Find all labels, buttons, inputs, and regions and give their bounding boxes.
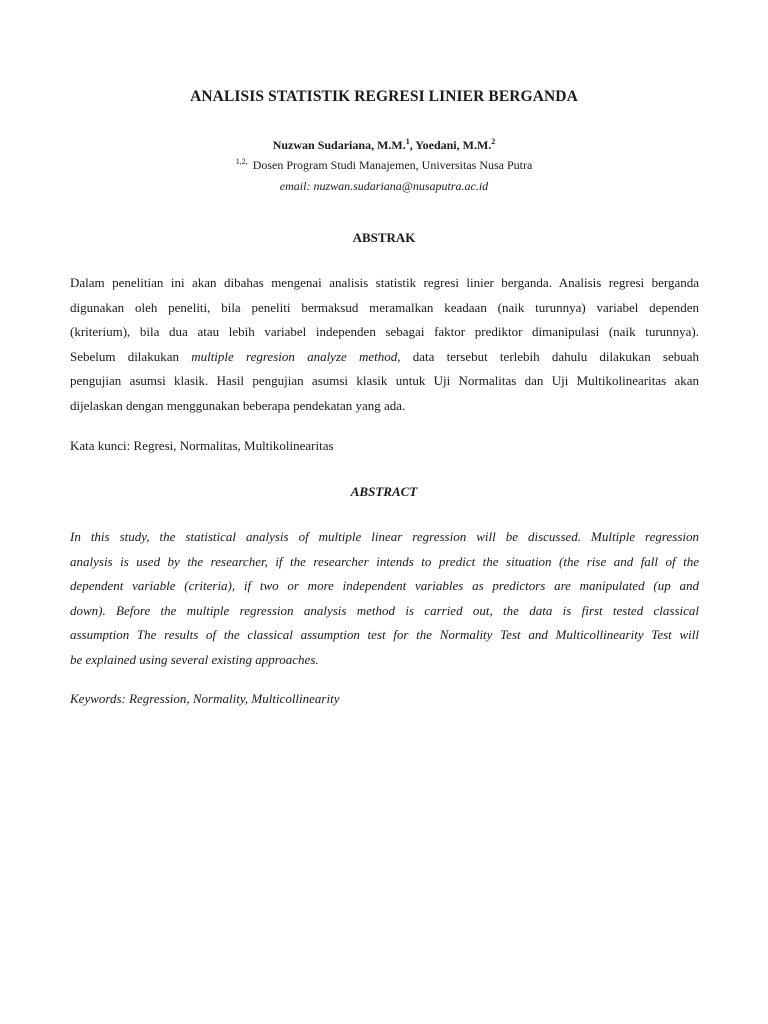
abstract-paragraph [70,525,699,672]
affiliation-line [0,158,768,173]
affiliation-text: Dosen Program Studi Manajemen, Universitas Nusa Putra [252,158,533,172]
author-line [0,138,768,153]
kata-kunci: Kata kunci: Regresi, Normalitas, Multikolinearitas [70,438,334,453]
abstrak-line: Dalam penelitian ini akan dibahas mengenai analisis statistik regresi linier berganda. Analisis regresi berganda [70,275,699,290]
abstrak-line: digunakan oleh peneliti, bila peneliti bermaksud meramalkan keadaan (naik turunnya) variabel dependen [70,299,699,315]
abstrak-line: dijelaskan dengan menggunakan beberapa pendekatan yang ada. [70,397,406,413]
affiliation-mark: 1,2, [235,157,248,166]
keywords: Keywords: Regression, Normality, Multicollinearity [70,691,340,706]
author-2-affiliation-mark: 2 [491,137,496,146]
abstrak-line [70,345,699,370]
abstract-heading: ABSTRACT [350,484,418,499]
abstract-line: In this study, the statistical analysis of multiple linear regression will be discussed. Multiple regression [70,529,699,544]
abstrak-paragraph [70,271,699,418]
abstrak-italic-term: multiple regresion analyze method [191,348,398,364]
abstrak-line: (kriterium), bila dua atau lebih variabel independen sebagai faktor prediktor dimanipulasi (naik turunnya). [70,324,699,339]
author-separator: , [409,138,416,152]
abstract-line: analysis is used by the researcher, if the researcher intends to predict the situation (the rise and fall of the [70,553,699,569]
abstract-line: be explained using several existing approaches. [70,651,319,667]
abstract-line: dependent variable (criteria), if two or more independent variables as predictors are manipulated (up and [70,578,699,593]
author-2-name: Yoedani, M.M. [415,138,492,152]
author-1-affiliation-mark: 1 [405,137,410,146]
abstract-line: assumption The results of the classical assumption test for the Normality Test and Multicollinearity Test will [70,627,699,642]
paper-title: ANALISIS STATISTIK REGRESI LINIER BERGANDA [190,88,578,105]
abstract-line: down). Before the multiple regression analysis method is carried out, the data is first tested classical [70,602,699,618]
abstrak-heading: ABSTRAK [352,230,416,245]
abstrak-line: pengujian asumsi klasik. Hasil pengujian asumsi klasik untuk Uji Normalitas dan Uji Multikolinearitas akan [70,373,699,388]
author-1-name: Nuzwan Sudariana, M.M. [272,138,406,152]
abstrak-line-text: Sebelum dilakukan [70,348,179,364]
author-email: email: nuzwan.sudariana@nusaputra.ac.id [279,179,489,193]
abstrak-line-text: , data tersebut terlebih dahulu dilakukan sebuah [397,348,699,364]
